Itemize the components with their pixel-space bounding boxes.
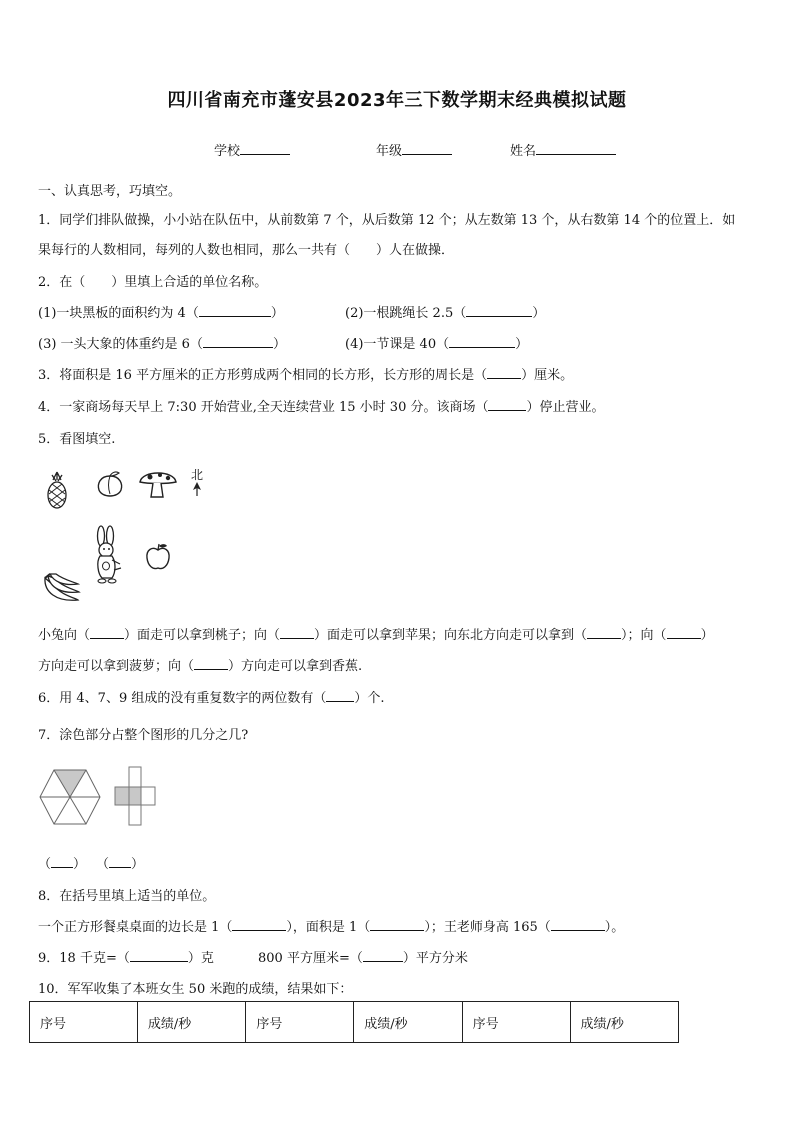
q7-answer-1: （ ）	[38, 857, 87, 872]
q2-a: (1)一块黑板的面积约为 4（ ）	[38, 306, 284, 321]
q1-line1: 1．同学们排队做操，小小站在队伍中，从前数第 7 个，从后数第 12 个；从左数第 13 个，从右数第 14 个的位置上．如	[38, 213, 736, 228]
q7-blank-2[interactable]	[109, 855, 131, 868]
q2-c: (3) 一头大象的体重约是 6（ ）	[38, 337, 286, 352]
name-field[interactable]	[510, 140, 616, 159]
q10-stem: 10．军军收集了本班女生 50 米跑的成绩，结果如下：	[38, 982, 353, 997]
north-label: 北	[191, 468, 204, 482]
q2-d-blank[interactable]	[449, 335, 515, 348]
q1-line2: 果每行的人数相同，每列的人数也相同，那么一共有（ ）人在做操．	[38, 243, 455, 258]
q9-part2: 800 平方厘米=（ ）平方分米	[258, 951, 468, 966]
q8-blank-3[interactable]	[551, 918, 605, 931]
q7-blank-1[interactable]	[51, 855, 73, 868]
q5-line2: 方向走可以拿到菠萝；向（ ）方向走可以拿到香蕉.	[38, 659, 363, 674]
apple-icon	[144, 542, 172, 572]
section-heading: 一、认真思考，巧填空。	[38, 184, 182, 199]
q5-stem: 5．看图填空.	[38, 432, 116, 447]
rabbit-icon	[90, 526, 126, 584]
page-title: 四川省南充市蓬安县2023年三下数学期末经典模拟试题	[167, 90, 627, 111]
q5-blank-2[interactable]	[280, 626, 314, 639]
table-header-cell: 序号	[30, 1002, 138, 1043]
q4: 4．一家商场每天早上 7:30 开始营业,全天连续营业 15 小时 30 分。该商场（ ）停止营业。	[38, 400, 605, 415]
grade-field[interactable]	[376, 140, 452, 159]
name-blank[interactable]	[536, 142, 616, 155]
q7-stem: 7．涂色部分占整个图形的几分之几?	[38, 728, 249, 743]
mushroom-icon	[138, 466, 178, 500]
q9-part1: 9．18 千克=（ ）克	[38, 951, 214, 966]
hexagon-figure	[38, 768, 102, 826]
scores-table	[29, 1001, 679, 1043]
q7-answer-2: （ ）	[96, 857, 145, 872]
school-field[interactable]	[214, 140, 290, 159]
q3: 3．将面积是 16 平方厘米的正方形剪成两个相同的长方形，长方形的周长是（ ）厘米。	[38, 368, 574, 383]
q6-blank[interactable]	[326, 689, 354, 702]
q3-blank[interactable]	[487, 366, 521, 379]
grade-label: 年级	[376, 144, 403, 159]
q5-blank-3[interactable]	[587, 626, 621, 639]
table-header-cell: 成绩/秒	[570, 1002, 678, 1043]
q5-blank-1[interactable]	[90, 626, 124, 639]
cross-figure	[113, 765, 157, 827]
q8-line: 一个正方形餐桌桌面的边长是 1（ ），面积是 1（ ）；王老师身高 165（ ）。	[38, 920, 625, 935]
q2-c-blank[interactable]	[203, 335, 273, 348]
peach-icon	[94, 470, 126, 500]
grade-blank[interactable]	[402, 142, 452, 155]
q9-blank-1[interactable]	[130, 949, 188, 962]
table-header-cell: 序号	[462, 1002, 570, 1043]
q5-line1: 小兔向（ ）面走可以拿到桃子；向（ ）面走可以拿到苹果；向东北方向走可以拿到（ ）；向（ ）	[38, 628, 714, 643]
q2-b: (2)一根跳绳长 2.5（ ）	[345, 306, 546, 321]
banana-icon	[42, 572, 82, 608]
school-blank[interactable]	[240, 142, 290, 155]
q9-blank-2[interactable]	[363, 949, 403, 962]
table-header-cell: 成绩/秒	[354, 1002, 462, 1043]
north-arrow-icon	[192, 482, 202, 496]
q8-blank-1[interactable]	[232, 918, 286, 931]
q5-blank-4[interactable]	[667, 626, 701, 639]
q2-b-blank[interactable]	[466, 304, 532, 317]
q6: 6．用 4、7、9 组成的没有重复数字的两位数有（ ）个.	[38, 691, 385, 706]
q2-d: (4)一节课是 40（ ）	[345, 337, 529, 352]
table-row	[30, 1002, 679, 1043]
pineapple-icon	[44, 470, 70, 510]
q5-blank-5[interactable]	[194, 657, 228, 670]
table-header-cell: 成绩/秒	[137, 1002, 245, 1043]
q2-stem: 2．在（ ）里填上合适的单位名称。	[38, 275, 268, 290]
q4-blank[interactable]	[488, 398, 526, 411]
q8-stem: 8．在括号里填上适当的单位。	[38, 889, 216, 904]
q2-a-blank[interactable]	[199, 304, 271, 317]
q8-blank-2[interactable]	[370, 918, 424, 931]
name-label: 姓名	[510, 144, 537, 159]
school-label: 学校	[214, 144, 241, 159]
table-header-cell: 序号	[246, 1002, 354, 1043]
